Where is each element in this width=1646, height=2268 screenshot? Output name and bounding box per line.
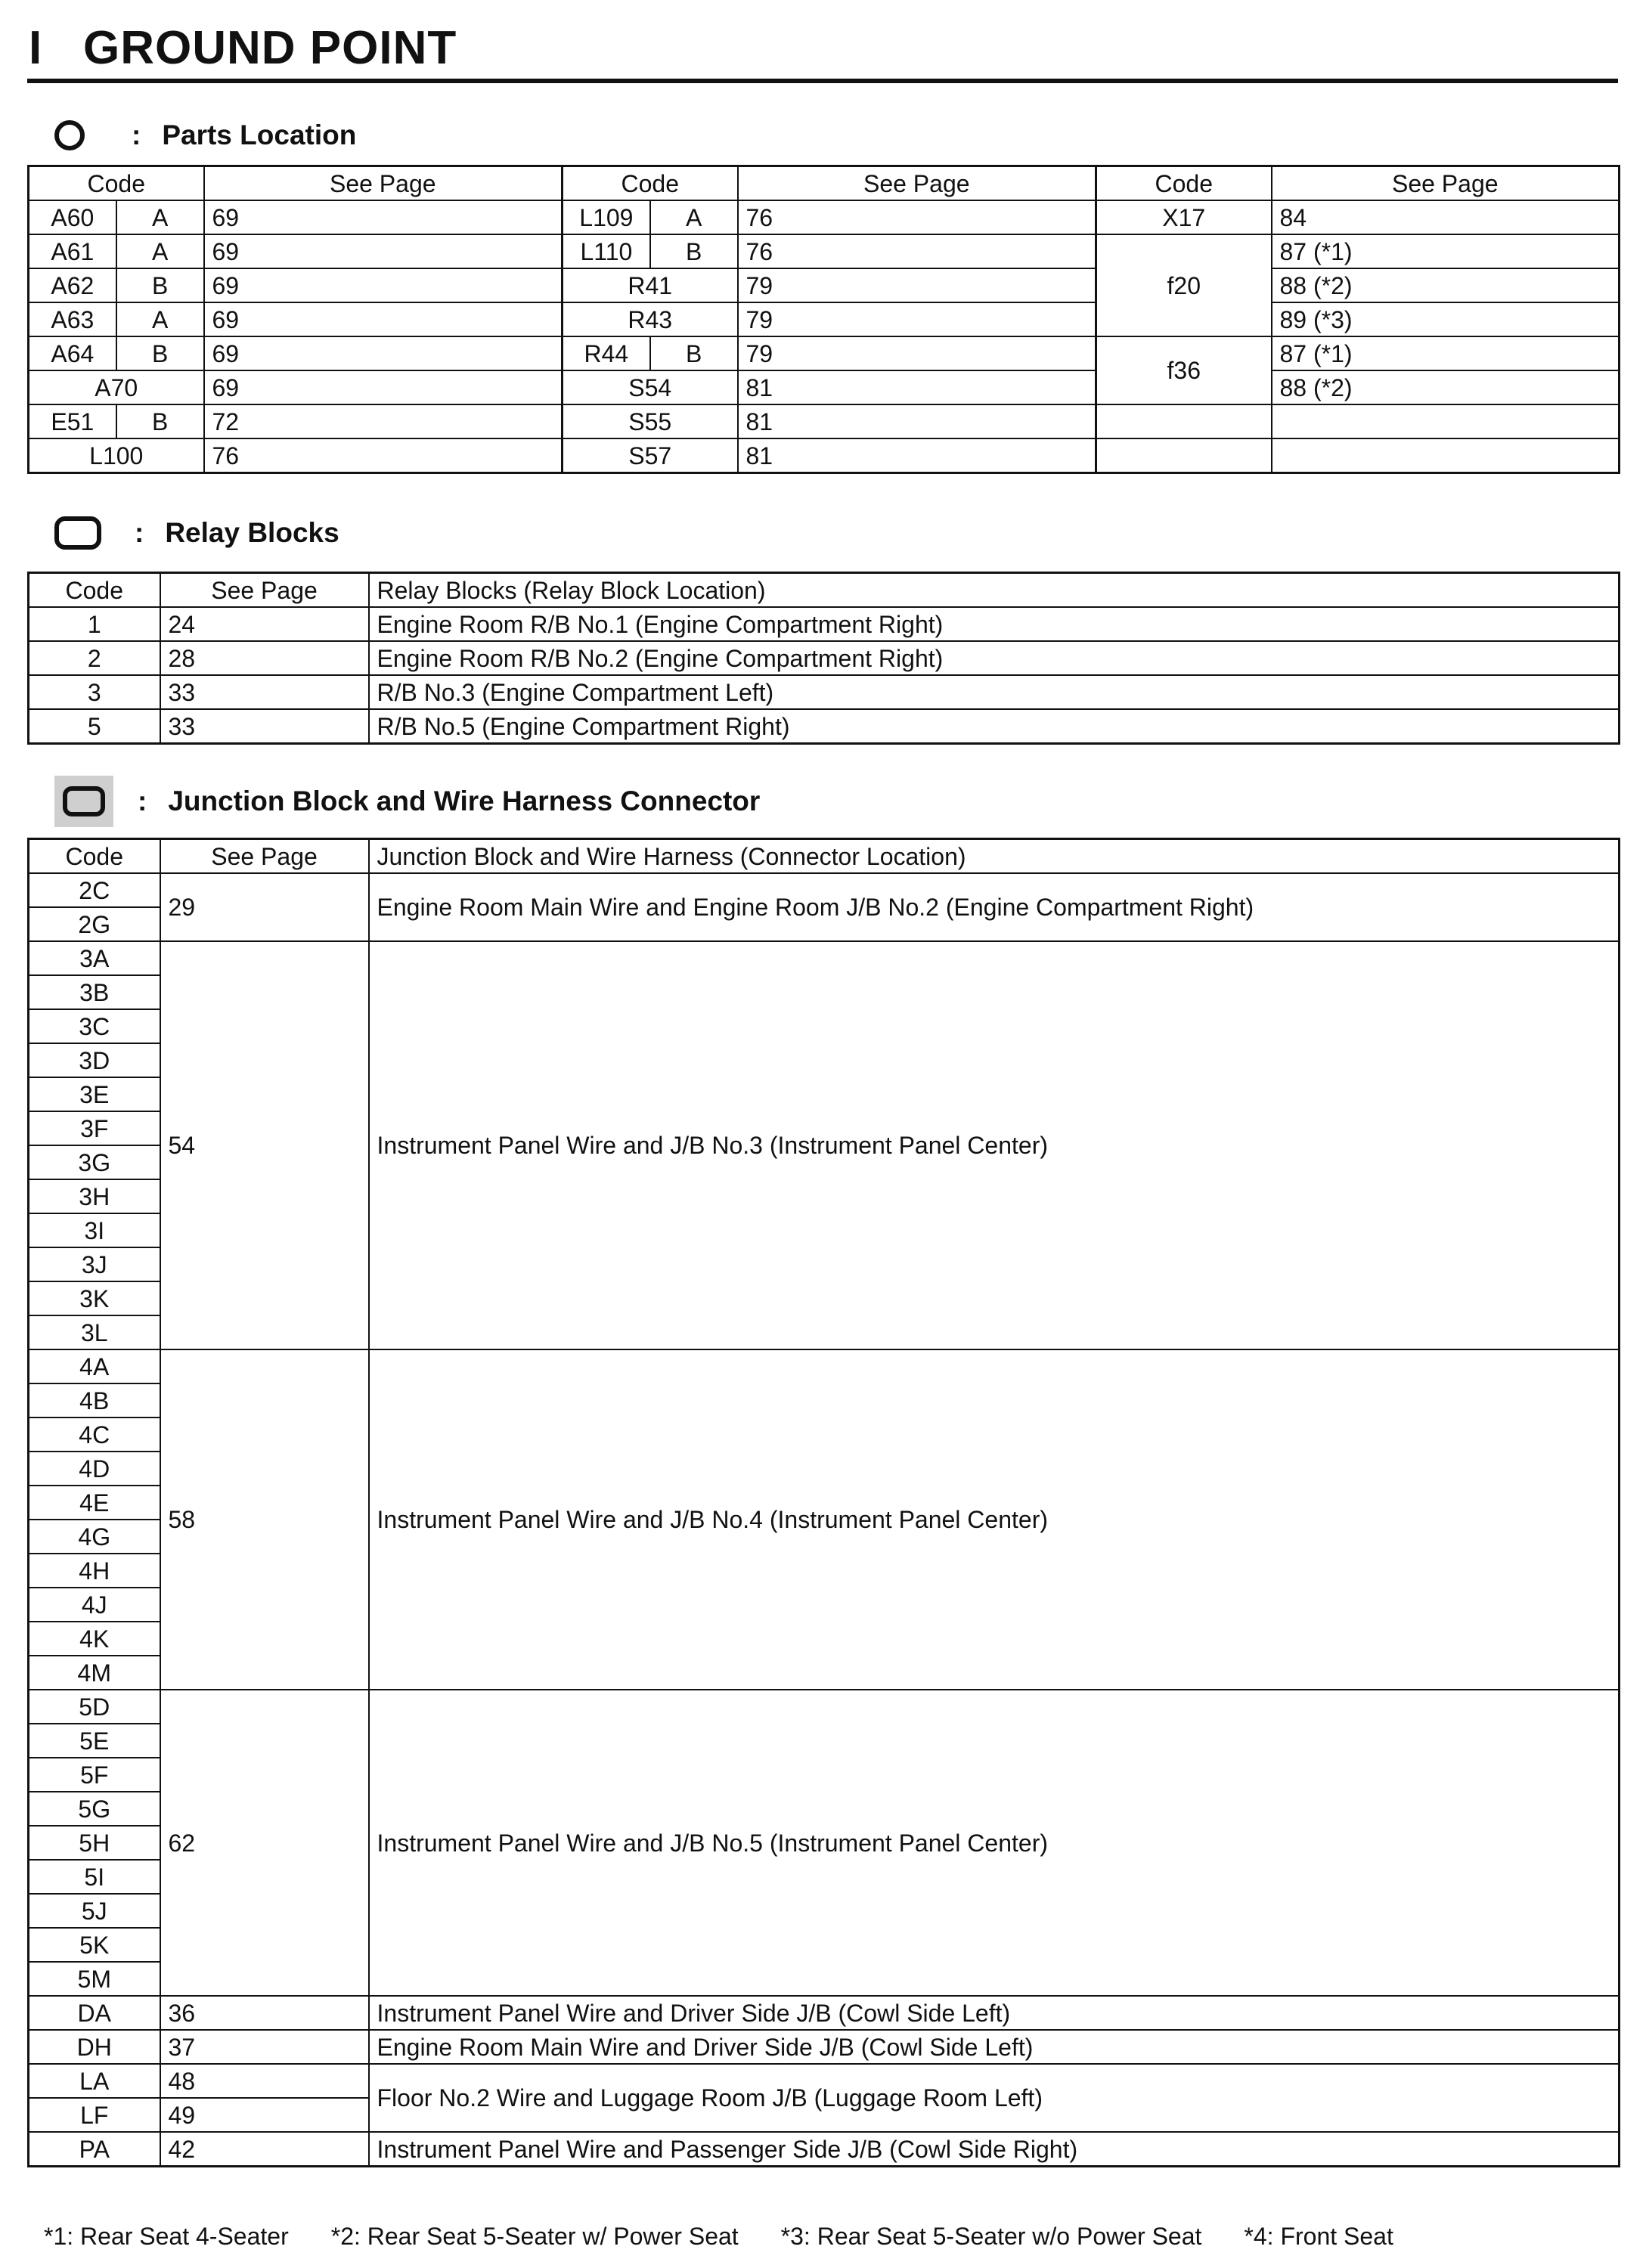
heading-colon: : — [132, 119, 141, 150]
table-row — [29, 941, 1620, 975]
code-sub: B — [649, 235, 737, 268]
table-row — [29, 2030, 1620, 2064]
code-cell: 3J — [29, 1247, 160, 1281]
code-cell: 5I — [29, 1860, 160, 1894]
rounded-rect-symbol-icon — [54, 516, 101, 550]
page-cell: 89 (*3) — [1272, 302, 1620, 336]
relay-blocks-title: Relay Blocks — [165, 517, 339, 548]
page-cell: 69 — [204, 302, 563, 336]
code-cell: 4J — [29, 1588, 160, 1622]
code-cell: f20 — [1096, 234, 1272, 336]
footnote: *1: Rear Seat 4-Seater — [44, 2223, 289, 2250]
code-cell: 3B — [29, 975, 160, 1009]
title-rule — [27, 79, 1618, 83]
code-cell: S57 — [563, 438, 738, 473]
code-cell: 3I — [29, 1213, 160, 1247]
empty-cell — [1272, 438, 1620, 473]
header-cell: See Page — [1272, 166, 1620, 201]
code-cell — [29, 234, 204, 268]
code: A61 — [51, 237, 95, 265]
code-cell: S55 — [563, 404, 738, 438]
desc-cell: Instrument Panel Wire and J/B No.5 (Instrument Panel Center) — [369, 1690, 1620, 1996]
table-row — [29, 1349, 1620, 1383]
table-row — [29, 336, 1620, 370]
header-cell: See Page — [160, 839, 369, 874]
page-title — [29, 21, 457, 75]
code-cell: 4H — [29, 1554, 160, 1588]
table-row — [29, 234, 1620, 268]
table-header-row — [29, 573, 1620, 608]
page-cell: 81 — [738, 438, 1096, 473]
code-cell: 3 — [29, 675, 160, 709]
page-cell: 76 — [738, 234, 1096, 268]
empty-cell — [1096, 404, 1272, 438]
junction-heading — [54, 776, 760, 827]
page-cell: 58 — [160, 1349, 369, 1690]
header-cell: See Page — [204, 166, 563, 201]
page-cell: 87 (*1) — [1272, 234, 1620, 268]
table-row — [29, 675, 1620, 709]
page-cell: 24 — [160, 607, 369, 641]
page-cell: 81 — [738, 370, 1096, 404]
page-cell: 76 — [738, 200, 1096, 234]
code-cell: LA — [29, 2064, 160, 2098]
desc-cell: Floor No.2 Wire and Luggage Room J/B (Luggage Room Left) — [369, 2064, 1620, 2132]
code-cell: S54 — [563, 370, 738, 404]
page-cell: 79 — [738, 268, 1096, 302]
relay-blocks-heading — [54, 516, 339, 550]
code: R44 — [584, 339, 629, 367]
page-cell: 84 — [1272, 200, 1620, 234]
heading-colon: : — [138, 785, 147, 816]
code-cell: 4K — [29, 1622, 160, 1656]
code-cell: R43 — [563, 302, 738, 336]
page-cell: 36 — [160, 1996, 369, 2030]
page-cell: 33 — [160, 675, 369, 709]
table-row — [29, 1690, 1620, 1724]
header-cell: Code — [29, 573, 160, 608]
header-cell: Code — [1096, 166, 1272, 201]
empty-cell — [1096, 438, 1272, 473]
code-cell: 4C — [29, 1418, 160, 1452]
desc-cell: Instrument Panel Wire and Driver Side J/B (Cowl Side Left) — [369, 1996, 1620, 2030]
desc-cell: Engine Room Main Wire and Driver Side J/B (Cowl Side Left) — [369, 2030, 1620, 2064]
desc-cell: R/B No.5 (Engine Compartment Right) — [369, 709, 1620, 744]
footnote: *2: Rear Seat 5-Seater w/ Power Seat — [330, 2223, 739, 2250]
table-row — [29, 200, 1620, 234]
page-cell: 54 — [160, 941, 369, 1349]
page-cell: 49 — [160, 2098, 369, 2132]
code-sub: A — [116, 201, 203, 234]
table-row — [29, 709, 1620, 744]
code-cell — [29, 404, 204, 438]
page-cell: 88 (*2) — [1272, 268, 1620, 302]
code-sub: B — [116, 337, 203, 370]
code-cell: 3H — [29, 1179, 160, 1213]
code-cell: 3L — [29, 1315, 160, 1349]
header-cell: Code — [29, 839, 160, 874]
code-cell: 3F — [29, 1111, 160, 1145]
code-cell — [29, 200, 204, 234]
code-cell: 5D — [29, 1690, 160, 1724]
page-cell: 88 (*2) — [1272, 370, 1620, 404]
header-cell: Code — [563, 166, 738, 201]
page-cell: 69 — [204, 336, 563, 370]
table-row — [29, 268, 1620, 302]
code-cell: 4G — [29, 1520, 160, 1554]
code-sub: B — [116, 269, 203, 302]
junction-table — [27, 838, 1620, 2167]
desc-cell: Engine Room R/B No.1 (Engine Compartment Right) — [369, 607, 1620, 641]
code-cell: 3D — [29, 1043, 160, 1077]
code-cell: 5H — [29, 1826, 160, 1860]
code-sub: B — [649, 337, 737, 370]
page-cell: 69 — [204, 268, 563, 302]
header-cell: See Page — [738, 166, 1096, 201]
code: E51 — [51, 407, 95, 435]
code-cell: 5J — [29, 1894, 160, 1928]
table-row — [29, 1996, 1620, 2030]
section-title: GROUND POINT — [83, 22, 457, 74]
code: A62 — [51, 271, 95, 299]
code-cell: 4B — [29, 1383, 160, 1418]
code: A60 — [51, 203, 95, 231]
shaded-rounded-rect-symbol-icon — [54, 776, 113, 827]
heading-colon: : — [135, 517, 144, 548]
table-row — [29, 404, 1620, 438]
code-cell — [29, 302, 204, 336]
desc-cell: Engine Room Main Wire and Engine Room J/B No.2 (Engine Compartment Right) — [369, 873, 1620, 941]
page-cell: 33 — [160, 709, 369, 744]
code-cell — [29, 268, 204, 302]
table-header-row — [29, 839, 1620, 874]
relay-blocks-table — [27, 572, 1620, 745]
table-row — [29, 641, 1620, 675]
code-cell: 5M — [29, 1962, 160, 1996]
code-cell: DH — [29, 2030, 160, 2064]
parts-location-heading — [54, 119, 356, 151]
code-cell: 5 — [29, 709, 160, 744]
footnotes — [44, 2223, 1436, 2251]
page-cell: 48 — [160, 2064, 369, 2098]
parts-location-title: Parts Location — [162, 119, 357, 150]
code-cell: 3C — [29, 1009, 160, 1043]
page-cell: 81 — [738, 404, 1096, 438]
code-cell — [563, 234, 738, 268]
code-cell: 4A — [29, 1349, 160, 1383]
page-cell: 42 — [160, 2132, 369, 2167]
page-cell: 62 — [160, 1690, 369, 1996]
desc-cell: Engine Room R/B No.2 (Engine Compartment Right) — [369, 641, 1620, 675]
code-cell: 3K — [29, 1281, 160, 1315]
code-cell: 2 — [29, 641, 160, 675]
desc-cell: Instrument Panel Wire and J/B No.4 (Instrument Panel Center) — [369, 1349, 1620, 1690]
desc-cell: Instrument Panel Wire and J/B No.3 (Instrument Panel Center) — [369, 941, 1620, 1349]
table-row — [29, 438, 1620, 473]
code-cell: f36 — [1096, 336, 1272, 404]
code-cell — [29, 336, 204, 370]
code-cell: 5F — [29, 1758, 160, 1792]
table-row — [29, 370, 1620, 404]
page-cell: 72 — [204, 404, 563, 438]
page-cell: 69 — [204, 234, 563, 268]
code-cell: 5K — [29, 1928, 160, 1962]
table-header-row — [29, 166, 1620, 201]
code-cell: R41 — [563, 268, 738, 302]
page-cell: 79 — [738, 302, 1096, 336]
code-cell: 2G — [29, 907, 160, 941]
code-cell: 4E — [29, 1486, 160, 1520]
code-cell: 5E — [29, 1724, 160, 1758]
code: L110 — [580, 237, 633, 265]
page-cell: 37 — [160, 2030, 369, 2064]
code-sub: B — [116, 405, 203, 438]
code-cell: 1 — [29, 607, 160, 641]
code-cell: 4D — [29, 1452, 160, 1486]
code-cell: PA — [29, 2132, 160, 2167]
code-cell: DA — [29, 1996, 160, 2030]
table-row — [29, 302, 1620, 336]
page-cell: 28 — [160, 641, 369, 675]
desc-cell: Instrument Panel Wire and Passenger Side J/B (Cowl Side Right) — [369, 2132, 1620, 2167]
header-cell: Relay Blocks (Relay Block Location) — [369, 573, 1620, 608]
code-sub: A — [649, 201, 737, 234]
section-number: I — [29, 22, 43, 74]
code-cell: 5G — [29, 1792, 160, 1826]
code-cell — [563, 336, 738, 370]
table-row — [29, 2132, 1620, 2167]
table-row — [29, 873, 1620, 907]
code: A64 — [51, 339, 95, 367]
parts-location-table — [27, 165, 1620, 474]
code-cell: L100 — [29, 438, 204, 473]
code: A63 — [51, 305, 95, 333]
table-row — [29, 607, 1620, 641]
code-cell — [563, 200, 738, 234]
code: L109 — [579, 203, 634, 231]
junction-title: Junction Block and Wire Harness Connector — [168, 785, 761, 816]
page-cell: 69 — [204, 200, 563, 234]
header-cell: See Page — [160, 573, 369, 608]
page-cell: 29 — [160, 873, 369, 941]
footnote: *4: Front Seat — [1244, 2223, 1393, 2250]
table-row — [29, 2064, 1620, 2098]
code-cell: 2C — [29, 873, 160, 907]
header-cell: Code — [29, 166, 204, 201]
code-sub: A — [116, 303, 203, 336]
footnote: *3: Rear Seat 5-Seater w/o Power Seat — [780, 2223, 1202, 2250]
page-cell: 87 (*1) — [1272, 336, 1620, 370]
code-cell: A70 — [29, 370, 204, 404]
code-cell: 3E — [29, 1077, 160, 1111]
code-cell: LF — [29, 2098, 160, 2132]
header-cell: Junction Block and Wire Harness (Connector Location) — [369, 839, 1620, 874]
code-cell: 3G — [29, 1145, 160, 1179]
page-cell: 76 — [204, 438, 563, 473]
code-cell: X17 — [1096, 200, 1272, 234]
empty-cell — [1272, 404, 1620, 438]
code-sub: A — [116, 235, 203, 268]
desc-cell: R/B No.3 (Engine Compartment Left) — [369, 675, 1620, 709]
code-cell: 4M — [29, 1656, 160, 1690]
page-cell: 79 — [738, 336, 1096, 370]
circle-symbol-icon — [54, 120, 85, 150]
page-cell: 69 — [204, 370, 563, 404]
code-cell: 3A — [29, 941, 160, 975]
